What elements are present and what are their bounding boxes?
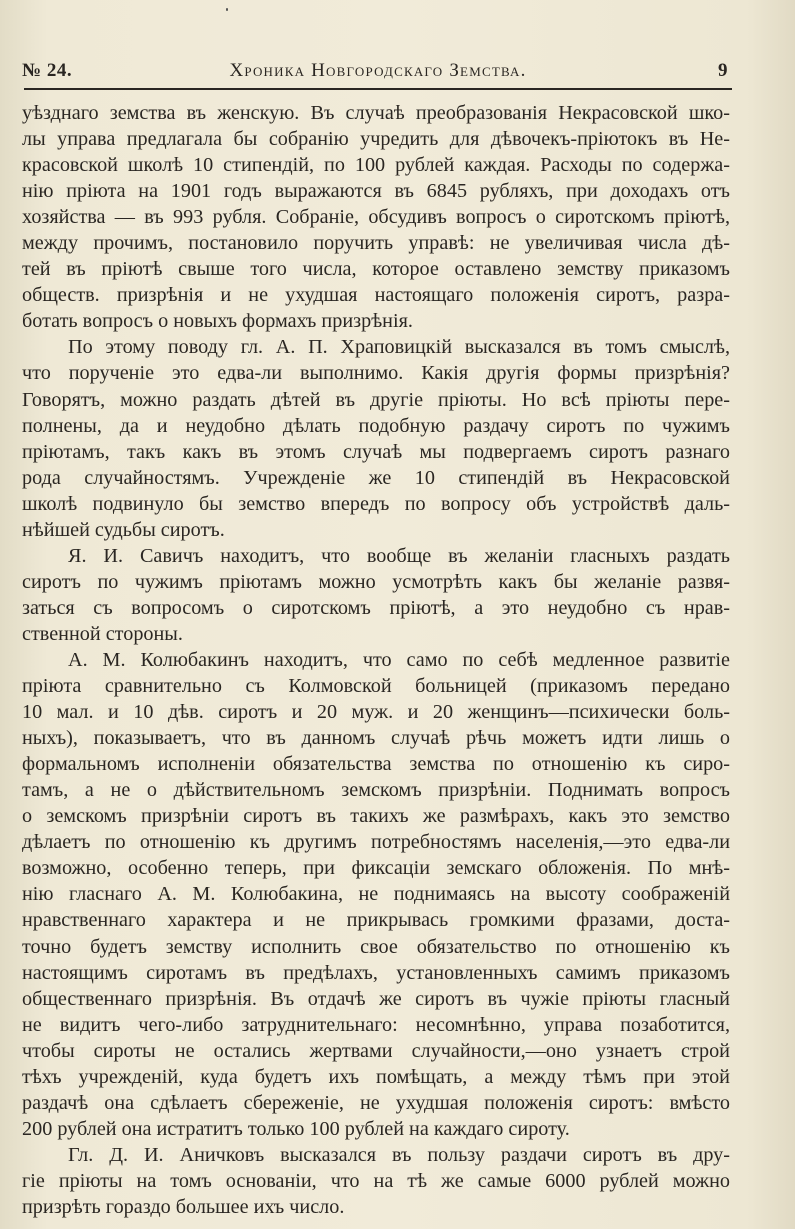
text-line: полнены, да и неудобно дѣлать подобную раздачу сиротъ по чужимъ bbox=[22, 414, 730, 437]
text-line: что порученіе это едва-ли выполнимо. Какія другія формы призрѣнія? bbox=[22, 362, 730, 385]
journal-title: Хроника Новгородскаго Земства. bbox=[229, 60, 527, 81]
text-line: Я. И. Савичъ находитъ, что вообще въ желаніи гласныхъ раздать bbox=[68, 544, 730, 567]
text-line: Гл. Д. И. Аничковъ высказался въ пользу раздачи сиротъ въ дру- bbox=[68, 1143, 730, 1166]
text-line: Говорятъ, можно раздать дѣтей въ другіе пріюты. Но всѣ пріюты пере- bbox=[22, 388, 730, 411]
text-line: По этому поводу гл. А. П. Храповицкій высказался въ томъ смыслѣ, bbox=[68, 336, 730, 359]
text-line: между прочимъ, постановило поручить управѣ: не увеличивая числа дѣ- bbox=[22, 232, 730, 255]
text-line: раздачѣ она сдѣлаетъ сбереженіе, не ухудшая положенія сиротъ: вмѣсто bbox=[22, 1091, 730, 1114]
text-line: красовской школѣ 10 стипендій, по 100 рублей каждая. Расходы по содержа- bbox=[22, 154, 730, 177]
text-line: не видитъ чего-либо затруднительнаго: несомнѣнно, управа позаботится, bbox=[22, 1013, 730, 1036]
text-line: гіе пріюты на томъ основаніи, что на тѣ же самые 6000 рублей можно bbox=[22, 1169, 730, 1192]
text-line: пріютамъ, такъ какъ въ этомъ случаѣ мы подвергаемъ сиротъ разнаго bbox=[22, 440, 730, 463]
text-line: рода случайностямъ. Учрежденіе же 10 стипендій въ Некрасовской bbox=[22, 466, 730, 489]
text-line: тамъ, а не о дѣйствительномъ земскомъ призрѣніи. Поднимать вопросъ bbox=[22, 779, 730, 802]
text-line: тѣхъ учрежденій, куда будетъ ихъ помѣщать, а между тѣмъ при этой bbox=[22, 1065, 730, 1088]
text-line: тей въ пріютѣ свыше того числа, которое оставлено земству приказомъ bbox=[22, 258, 730, 281]
text-line: школѣ подвинуло бы земство впередъ по вопросу объ устройствѣ даль- bbox=[22, 492, 730, 515]
text-line: ственной стороны. bbox=[22, 622, 183, 645]
text-line: общественнаго призрѣнія. Въ отдачѣ же сиротъ въ чужіе пріюты гласный bbox=[22, 987, 730, 1010]
text-line: нію пріюта на 1901 годъ выражаются въ 6845 рубляхъ, при доходахъ отъ bbox=[22, 180, 730, 203]
text-line: ботать вопросъ о новыхъ формахъ призрѣнія. bbox=[22, 310, 413, 333]
paragraph bbox=[22, 647, 730, 1142]
text-line: А. М. Колюбакинъ находитъ, что само по себѣ медленное развитіе bbox=[68, 648, 730, 671]
text-line: 10 мал. и 10 дѣв. сиротъ и 20 муж. и 20 женщинъ—психически боль- bbox=[22, 701, 730, 724]
text-line: дѣлаетъ по отношенію къ другимъ потребностямъ населенія,—это едва-ли bbox=[22, 831, 730, 854]
print-speck bbox=[226, 8, 228, 11]
text-line: возможно, особенно теперь, при фиксаціи земскаго обложенія. По мнѣ- bbox=[22, 857, 730, 880]
text-line: ныхъ), показываетъ, что въ данномъ случаѣ рѣчь можетъ идти лишь о bbox=[22, 727, 730, 750]
text-line: сиротъ по чужимъ пріютамъ можно усмотрѣть какъ бы желаніе развя- bbox=[22, 570, 730, 593]
text-line: заться съ вопросомъ о сиротскомъ пріютѣ, а это неудобно съ нрав- bbox=[22, 596, 730, 619]
running-header bbox=[22, 58, 734, 88]
text-line: точно будетъ земству исполнить свое обязательство по отношенію къ bbox=[22, 935, 730, 958]
text-line: настоящимъ сиротамъ въ предѣлахъ, установленныхъ самимъ приказомъ bbox=[22, 961, 730, 984]
page-number: 9 bbox=[718, 60, 728, 81]
text-line: пріюта сравнительно съ Колмовской больницей (приказомъ передано bbox=[22, 675, 730, 698]
text-line: лы управа предлагала бы собранію учредить для дѣвочекъ-пріютокъ въ Не- bbox=[22, 128, 730, 151]
text-line: уѣзднаго земства въ женскую. Въ случаѣ преобразованія Некрасовской шко- bbox=[22, 102, 730, 124]
header-rule bbox=[24, 88, 732, 90]
text-line: призрѣть гораздо большее ихъ число. bbox=[22, 1195, 345, 1218]
body-text bbox=[22, 100, 730, 1220]
text-line: обществ. призрѣнія и не ухудшая настоящаго положенія сиротъ, разра- bbox=[22, 284, 730, 307]
text-line: чтобы сироты не остались жертвами случайности,—оно узнаетъ строй bbox=[22, 1039, 730, 1062]
text-line: нѣйшей судьбы сиротъ. bbox=[22, 518, 225, 541]
paragraph bbox=[22, 543, 730, 647]
text-line: 200 рублей она истратитъ только 100 рублей на каждаго сироту. bbox=[22, 1117, 570, 1140]
text-line: формальномъ исполненіи обязательства земства по отношенію къ сиро- bbox=[22, 753, 730, 776]
text-line: хозяйства — въ 993 рубля. Собраніе, обсудивъ вопросъ о сиротскомъ пріютѣ, bbox=[22, 206, 730, 229]
text-line: о земскомъ призрѣніи сиротъ въ такихъ же размѣрахъ, какъ это земство bbox=[22, 805, 730, 828]
text-line: нравственнаго характера и не прикрывась громкими фразами, доста- bbox=[22, 909, 730, 932]
paragraph bbox=[22, 334, 730, 542]
text-line: нію гласнаго А. М. Колюбакина, не поднимаясь на высоту соображеній bbox=[22, 883, 730, 906]
paragraph bbox=[22, 1142, 730, 1220]
issue-number: № 24. bbox=[22, 60, 73, 81]
paragraph bbox=[22, 100, 730, 334]
